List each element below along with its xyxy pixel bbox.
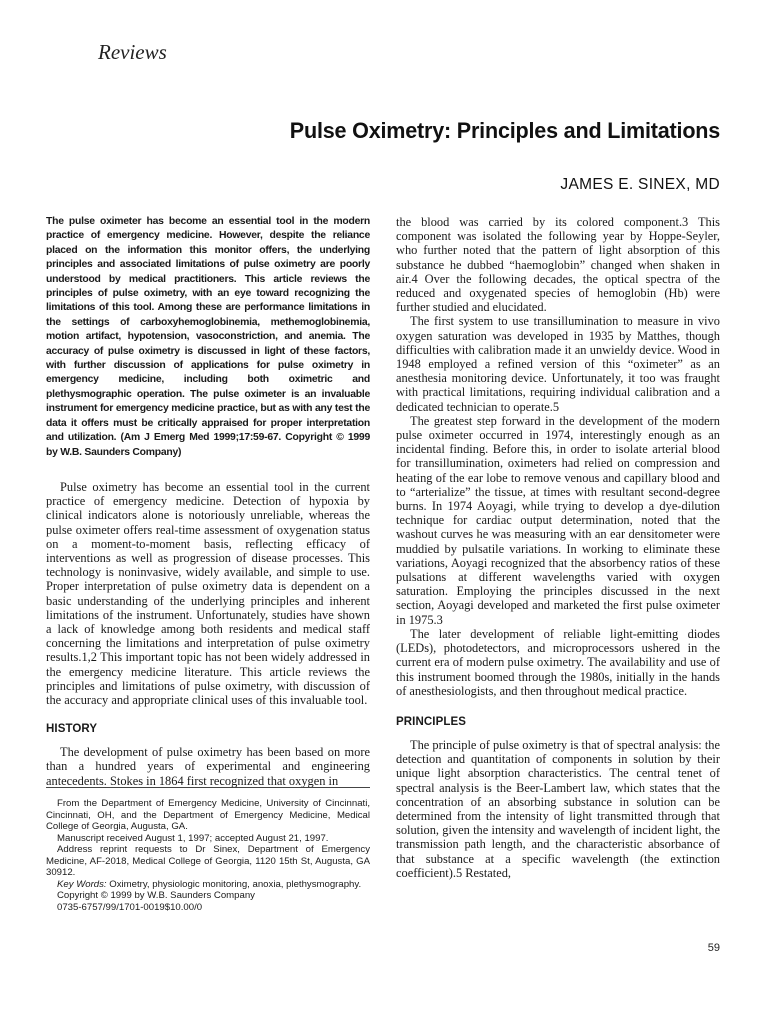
abstract: The pulse oximeter has become an essential tool in the modern practice of emergency medicine. However, despite the reliance placed on the information this monitor offers, the underlying principles and associated limitations of pulse oximetry are poorly understood by medical practitioners. This article reviews the principles of pulse oximetry, with an eye toward recognizing the limitations of this tool. Among these are performance limitations in the settings of carboxyhemoglobinemia, methemoglobinemia, motion artifact, hypotension, vasoconstriction, and anemia. The accuracy of pulse oximetry is discussed in light of these factors, with further discussion of applications for pulse oximetry in emergency medicine, including both oximetric and plethysmographic operation. The pulse oximeter is an invaluable instrument for emergency medicine practice, but as with any test the data it offers must be critically appraised for proper interpretation and utilization. (Am J Emerg Med 1999;17:59-67. Copyright © 1999 by W.B. Saunders Company) [46, 216, 370, 458]
history-heading: HISTORY [46, 723, 98, 736]
history-paragraph-1-continued: the blood was carried by its colored component.3 This component was isolated the following year by Hoppe-Seyler, who further noted that the pattern of light absorption of this substance he dubbed “haemoglobin” changed when shaken in air.4 Over the following decades, the optical spectra of the reduced and oxygenated species of hemoglobin (Hb) were further studied and elucidated. [396, 215, 720, 315]
footnote-keywords [46, 879, 370, 891]
page-number: 59 [707, 942, 720, 954]
footnote-affiliation: From the Department of Emergency Medicine, University of Cincinnati, Cincinnati, OH, and the Department of Emergency Medicine, Medical College of Georgia, Augusta, GA. [46, 798, 370, 832]
principles-heading: PRINCIPLES [396, 715, 467, 728]
footnote-issn-code: 0735-6757/99/1701-0019$10.00/0 [57, 901, 203, 913]
article-title: Pulse Oximetry: Principles and Limitations [289, 118, 720, 143]
footnote-divider [46, 787, 370, 788]
footnote-reprint-address: Address reprint requests to Dr Sinex, Department of Emergency Medicine, AF-2018, Medical College of Georgia, 1120 15th St, Augusta, GA 30912. [46, 844, 370, 878]
right-column [396, 215, 720, 880]
footnote-copyright: Copyright © 1999 by W.B. Saunders Company [57, 890, 255, 901]
footnotes [46, 798, 370, 913]
history-paragraph-2: The first system to use transillumination to measure in vivo oxygen saturation was developed in 1935 by Matthes, though difficulties with calibration made it an unwieldy device. Wood in 1948 employed a refined version of this “oximeter” as an anesthesia monitoring device. Unfortunately, it too was fraught with practical limitations, requiring individual calibration and a dedicated technician to operate.5 [396, 314, 720, 414]
keywords-label: Key Words: [57, 878, 107, 890]
keywords-list: Oximetry, physiologic monitoring, anoxia, plethysmography. [109, 878, 362, 890]
history-paragraph-1: The development of pulse oximetry has been based on more than a hundred years of experimental and engineering antecedents. Stokes in 1864 first recognized that oxygen in [46, 745, 370, 788]
intro-paragraph: Pulse oximetry has become an essential tool in the current practice of emergency medicine. Detection of hypoxia by clinical indicators alone is notoriously unreliable, whereas the pulse oximeter offers real-time assessment of oxygenation status on a moment-to-moment basis, reflecting efficacy of interventions as well as progression of disease processes. This technology is noninvasive, widely available, and simple to use. Proper interpretation of pulse oximetry data is dependent on a basic understanding of the underlying principles and inherent limitations of the instrument. Unfortunately, studies have shown a lack of knowledge among both residents and medical staff concerning the limitations and interpretation of pulse oximetry results.1,2 This important topic has not been widely addressed in the emergency medicine literature. This article reviews the principles and limitations of pulse oximetry, with discussion of the accuracy and appropriate clinical uses of this invaluable tool. [46, 479, 370, 707]
principles-paragraph-1: The principle of pulse oximetry is that of spectral analysis: the detection and quantitation of components in solution by their unique light absorption characteristics. The central tenet of spectral analysis is the Beer-Lambert law, which states that the concentration of an absorbing substance in solution can be determined from the intensity of light transmitted through that solution, given the intensity and wavelength of incident light, the transmission path length, and the characteristic absorbance of that substance at a specific wavelength (the extinction coefficient).5 Restated, [396, 737, 720, 880]
section-label: Reviews [98, 40, 167, 64]
footnote-received: Manuscript received August 1, 1997; accepted August 21, 1997. [57, 832, 329, 844]
author-name: JAMES E. SINEX, MD [560, 176, 720, 193]
left-column [46, 215, 370, 788]
history-paragraph-4: The later development of reliable light-emitting diodes (LEDs), photodetectors, and microprocessors ushered in the current era of modern pulse oximetry. The availability and use of this instrument boomed through the 1980s, initially in the hands of anesthesiologists, and then throughout medical practice. [396, 626, 720, 698]
history-paragraph-3: The greatest step forward in the development of the modern pulse oximeter occurred in 1974, interestingly enough as an incidental finding. Before this, in order to isolate arterial blood for transillumination, oximeters had relied on compression and heating of the ear lobe to remove venous and capillary blood and to “arterialize” the tissue, at times with resultant second-degree burns. In 1974 Aoyagi, while trying to develop a dye-dilution technique for cardiac output determination, noted that the washout curves he was measuring with an ear densitometer were muddied by pulsatile variations. In working to eliminate these variations, Aoyagi recognized that the absorbency ratios of these pulsations at different wavelengths varied with oxygen saturation. Employing the principles discussed in the next section, Aoyagi developed and marketed the first pulse oximeter in 1975.3 [396, 413, 720, 627]
